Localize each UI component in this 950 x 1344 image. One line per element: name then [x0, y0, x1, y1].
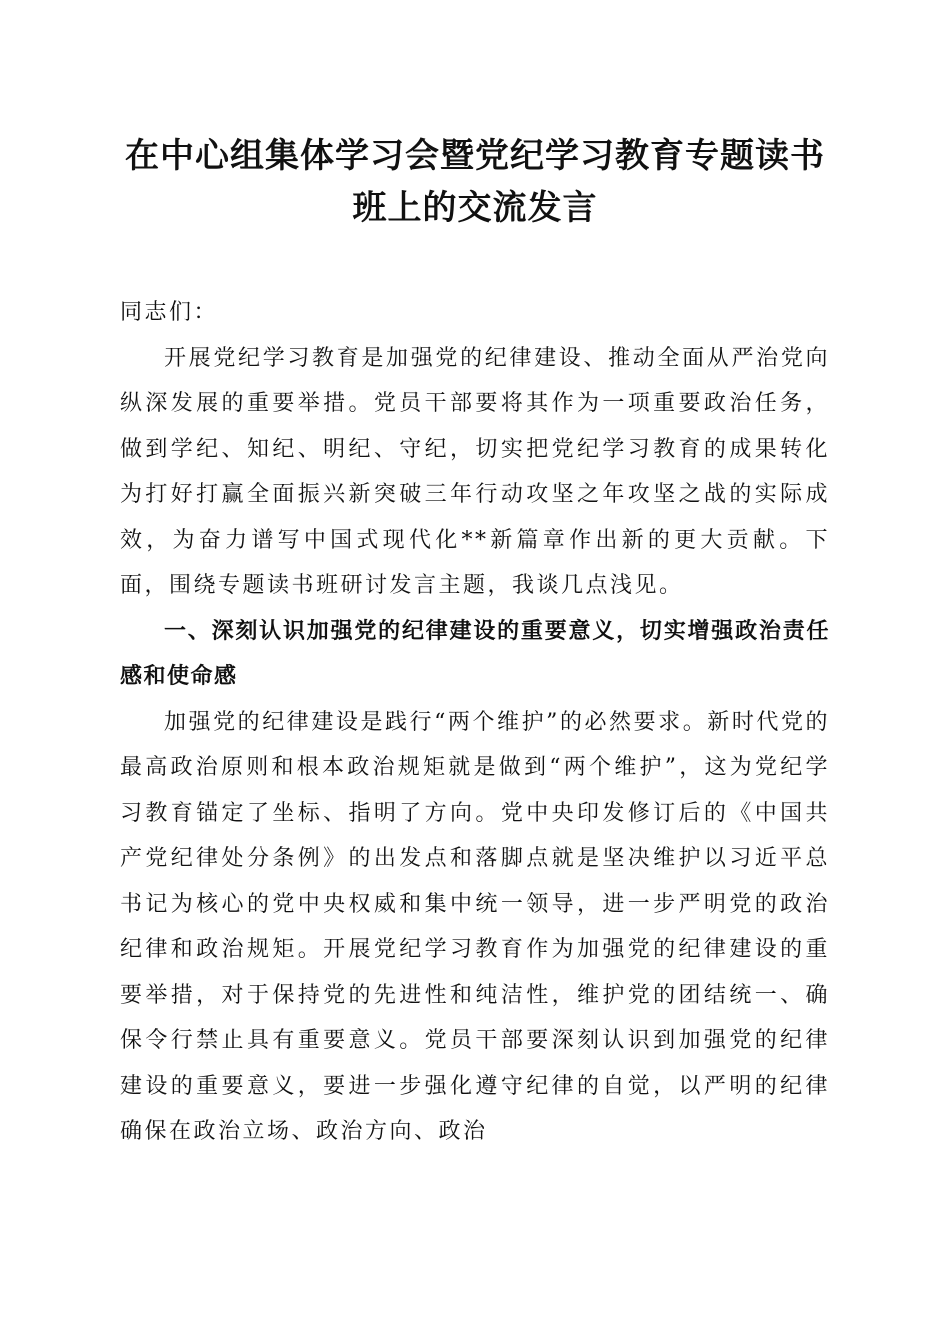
- document-page: [120, 130, 830, 1155]
- intro-paragraph: 开展党纪学习教育是加强党的纪律建设、推动全面从严治党向纵深发展的重要举措。党员干部要将其作为一项重要政治任务，做到学纪、知纪、明纪、守纪，切实把党纪学习教育的成果转化为打好打赢全面振兴新突破三年行动攻坚之年攻坚之战的实际成效，为奋力谱写中国式现代化**新篇章作出新的更大贡献。下面，围绕专题读书班研讨发言主题，我谈几点浅见。: [120, 345, 830, 598]
- section-1-paragraph: 加强党的纪律建设是践行“两个维护”的必然要求。新时代党的最高政治原则和根本政治规矩就是做到“两个维护”，这为党纪学习教育锚定了坐标、指明了方向。党中央印发修订后的《中国共产党纪律处分条例》的出发点和落脚点就是坚决维护以习近平总书记为核心的党中央权威和集中统一领导，进一步严明党的政治纪律和政治规矩。开展党纪学习教育作为加强党的纪律建设的重要举措，对于保持党的先进性和纯洁性，维护党的团结统一、确保令行禁止具有重要意义。党员干部要深刻认识到加强党的纪律建设的重要意义，要进一步强化遵守纪律的自觉，以严明的纪律确保在政治立场、政治方向、政治: [120, 709, 830, 1144]
- document-title: [120, 130, 830, 234]
- title-line-1: 在中心组集体学习会暨党纪学习教育专题读书: [125, 136, 825, 176]
- title-line-2: 班上的交流发言: [352, 188, 598, 228]
- salutation: 同志们：: [120, 300, 219, 325]
- section-heading-1: 一、深刻认识加强党的纪律建设的重要意义，切实增强政治责任感和使命感: [120, 618, 830, 689]
